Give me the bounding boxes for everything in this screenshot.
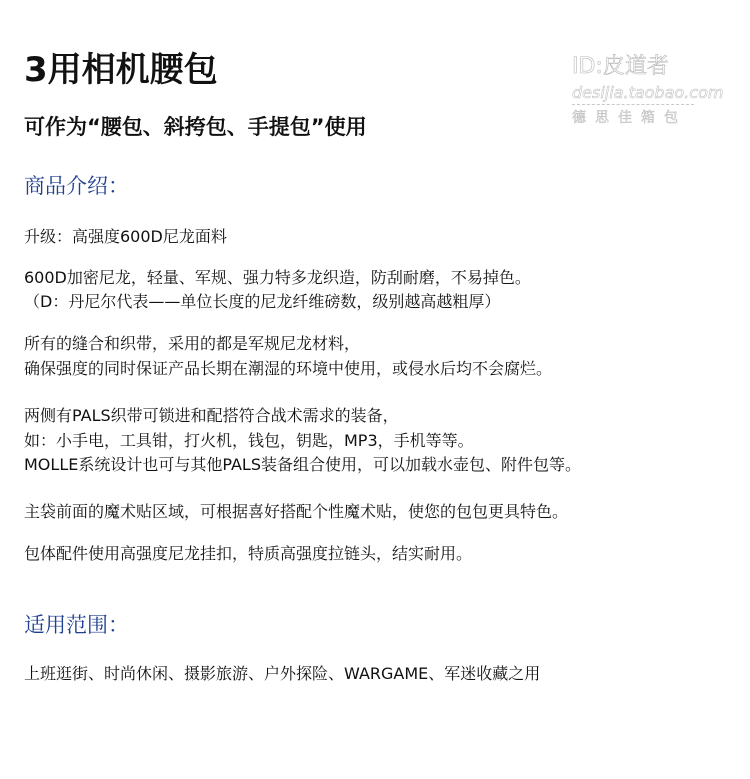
watermark-url: desijia.taobao.com [572, 83, 724, 102]
intro-line: 升级：高强度600D尼龙面料 [24, 227, 227, 246]
intro-line: 主袋前面的魔术贴区域，可根据喜好搭配个性魔术贴，使您的包包更具特色。 [24, 502, 569, 521]
usage-text: 上班逛街、时尚休闲、摄影旅游、户外探险、WARGAME、军迷收藏之用 [24, 664, 541, 683]
intro-line: MOLLE系统设计也可与其他PALS装备组合使用，可以加载水壶包、附件包等。 [24, 455, 581, 474]
intro-line: 所有的缝合和织带，采用的都是军规尼龙材料， [24, 334, 361, 353]
intro-line: 包体配件使用高强度尼龙挂扣，特质高强度拉链头，结实耐用。 [24, 544, 473, 563]
watermark-id: ID:皮道者 [572, 54, 669, 79]
intro-line: 确保强度的同时保证产品长期在潮湿的环境中使用，或侵水后均不会腐烂。 [24, 359, 553, 378]
watermark-shop-name: 德思佳箱包 [572, 110, 687, 126]
intro-line: 如：小手电，工具钳，打火机，钱包，钥匙，MP3，手机等等。 [24, 431, 474, 450]
intro-heading: 商品介绍： [24, 174, 129, 198]
usage-heading: 适用范围： [24, 613, 129, 637]
watermark-divider [572, 104, 694, 105]
page-subtitle: 可作为“腰包、斜挎包、手提包”使用 [24, 115, 367, 139]
intro-line: 600D加密尼龙，轻量、军规、强力特多龙织造，防刮耐磨，不易掉色。 [24, 268, 531, 287]
intro-line: （D：丹尼尔代表——单位长度的尼龙纤维磅数，级别越高越粗厚） [24, 292, 501, 311]
intro-line: 两侧有PALS织带可锁进和配搭符合战术需求的装备， [24, 406, 399, 425]
page-title: 3用相机腰包 [24, 50, 218, 90]
